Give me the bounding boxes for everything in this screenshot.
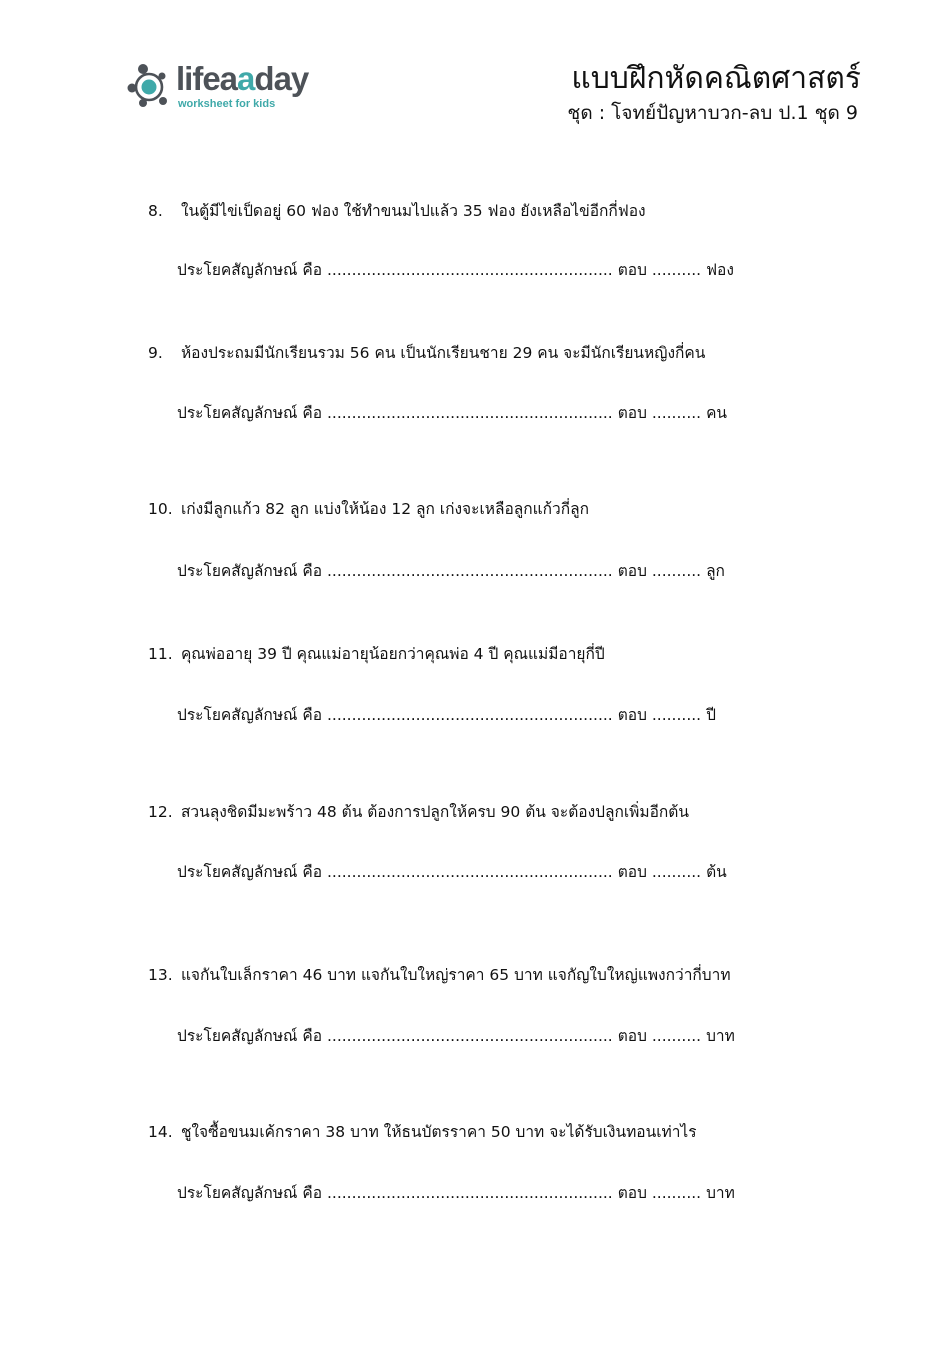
answer-unit: ปี: [706, 706, 716, 724]
symbol-sentence-label: ประโยคสัญลักษณ์ คือ: [177, 404, 323, 422]
answer-line-12: [177, 862, 727, 882]
answer-blank: ..........: [651, 404, 702, 422]
question-text: เก่งมีลูกแก้ว 82 ลูก แบ่งให้น้อง 12 ลูก เก่งจะเหลือลูกแก้วกี่ลูก: [180, 500, 590, 518]
answer-label: ตอบ: [617, 261, 647, 279]
answer-blank: ..........: [651, 706, 702, 724]
molecule-logo-icon: [126, 60, 176, 116]
logo-wordmark: lifeaaday: [176, 60, 309, 97]
symbol-sentence-label: ประโยคสัญลักษณ์ คือ: [177, 261, 323, 279]
question-number: 11.: [148, 645, 173, 663]
symbol-sentence-label: ประโยคสัญลักษณ์ คือ: [177, 863, 323, 881]
question-number: 13.: [148, 966, 173, 984]
answer-label: ตอบ: [617, 1027, 647, 1045]
answer-unit: ฟอง: [706, 261, 734, 279]
answer-unit: ต้น: [706, 863, 727, 881]
question-text: ห้องประถมมีนักเรียนรวม 56 คน เป็นนักเรียนชาย 29 คน จะมีนักเรียนหญิงกี่คน: [180, 344, 706, 362]
answer-label: ตอบ: [617, 863, 647, 881]
answer-blank: ..........: [651, 261, 702, 279]
question-9: [148, 343, 705, 363]
worksheet-subtitle: ชุด : โจทย์ปัญหาบวก-ลบ ป.1 ชุด 9: [567, 102, 858, 124]
sentence-blank: ..........................................................: [326, 404, 613, 422]
sentence-blank: ..........................................................: [326, 562, 613, 580]
sentence-blank: ..........................................................: [326, 706, 613, 724]
answer-line-8: [177, 260, 734, 280]
question-number: 8.: [148, 202, 163, 220]
lifeaday-logo: [126, 60, 326, 116]
answer-line-13: [177, 1026, 735, 1046]
question-14: [148, 1122, 697, 1142]
question-number: 9.: [148, 344, 163, 362]
logo-tagline: worksheet for kids: [178, 98, 276, 110]
sentence-blank: ..........................................................: [326, 863, 613, 881]
sentence-blank: ..........................................................: [326, 261, 613, 279]
sentence-blank: ..........................................................: [326, 1027, 613, 1045]
answer-label: ตอบ: [617, 404, 647, 422]
sentence-blank: ..........................................................: [326, 1184, 613, 1202]
question-10: [148, 499, 589, 519]
symbol-sentence-label: ประโยคสัญลักษณ์ คือ: [177, 562, 323, 580]
worksheet-title: แบบฝึกหัดคณิตศาสตร์: [571, 61, 861, 96]
answer-line-9: [177, 403, 727, 423]
symbol-sentence-label: ประโยคสัญลักษณ์ คือ: [177, 706, 323, 724]
answer-label: ตอบ: [617, 706, 647, 724]
answer-unit: ลูก: [706, 562, 725, 580]
answer-unit: บาท: [706, 1184, 735, 1202]
question-text: สวนลุงชิดมีมะพร้าว 48 ต้น ต้องการปลูกให้ครบ 90 ต้น จะต้องปลูกเพิ่มอีกต้น: [180, 803, 689, 821]
symbol-sentence-label: ประโยคสัญลักษณ์ คือ: [177, 1184, 323, 1202]
answer-blank: ..........: [651, 863, 702, 881]
answer-label: ตอบ: [617, 562, 647, 580]
answer-blank: ..........: [651, 1027, 702, 1045]
answer-unit: บาท: [706, 1027, 735, 1045]
question-number: 12.: [148, 803, 173, 821]
answer-label: ตอบ: [617, 1184, 647, 1202]
question-12: [148, 802, 689, 822]
answer-unit: คน: [706, 404, 728, 422]
question-11: [148, 644, 605, 664]
answer-blank: ..........: [651, 562, 702, 580]
question-number: 14.: [148, 1123, 173, 1141]
answer-line-11: [177, 705, 716, 725]
symbol-sentence-label: ประโยคสัญลักษณ์ คือ: [177, 1027, 323, 1045]
question-13: [148, 965, 731, 985]
question-text: ในตู้มีไข่เป็ดอยู่ 60 ฟอง ใช้ทำขนมไปแล้ว 35 ฟอง ยังเหลือไข่อีกกี่ฟอง: [180, 202, 646, 220]
question-number: 10.: [148, 500, 173, 518]
question-text: ชูใจซื้อขนมเค้กราคา 38 บาท ให้ธนบัตรราคา 50 บาท จะได้รับเงินทอนเท่าไร: [180, 1123, 697, 1141]
question-8: [148, 201, 646, 221]
answer-line-10: [177, 561, 725, 581]
question-text: คุณพ่ออายุ 39 ปี คุณแม่อายุน้อยกว่าคุณพ่อ 4 ปี คุณแม่มีอายุกี่ปี: [180, 645, 605, 663]
answer-line-14: [177, 1183, 735, 1203]
question-text: แจกันใบเล็กราคา 46 บาท แจกันใบใหญ่ราคา 65 บาท แจกัญใบใหญ่แพงกว่ากี่บาท: [180, 966, 731, 984]
answer-blank: ..........: [651, 1184, 702, 1202]
